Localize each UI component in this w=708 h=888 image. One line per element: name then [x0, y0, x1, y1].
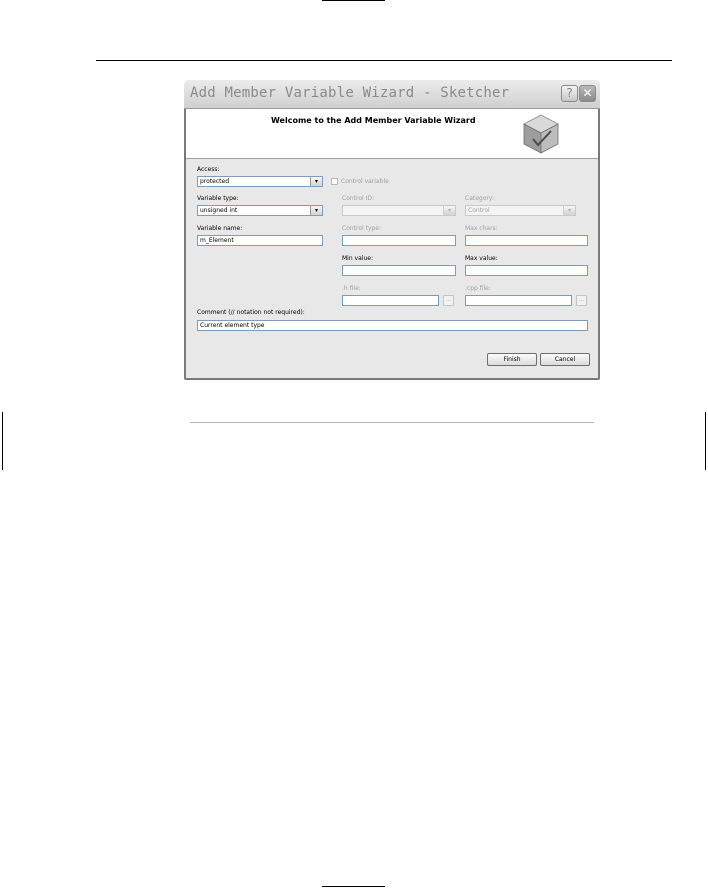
comment-value: Current element type — [200, 322, 265, 329]
control-id-label: Control ID: — [342, 195, 375, 202]
control-variable-checkbox[interactable] — [331, 178, 338, 185]
wizard-banner — [186, 109, 598, 159]
max-chars-label: Max chars: — [465, 225, 498, 232]
control-id-select[interactable] — [342, 205, 456, 216]
page-rule-top — [322, 0, 385, 1]
h-file-label: .h file: — [342, 285, 361, 292]
page-rule-bottom — [322, 886, 385, 887]
comment-input[interactable] — [197, 320, 588, 331]
cpp-file-label: .cpp file: — [465, 285, 491, 292]
control-type-input[interactable] — [342, 235, 456, 246]
category-value: Control — [468, 207, 490, 214]
access-label: Access: — [197, 166, 220, 173]
max-value-label: Max value: — [465, 255, 498, 262]
dialog-titlebar[interactable] — [184, 80, 600, 109]
cpp-file-input[interactable] — [465, 295, 572, 306]
variable-type-label: Variable type: — [197, 195, 239, 202]
finish-button[interactable]: Finish — [487, 353, 537, 366]
comment-label: Comment (// notation not required): — [197, 309, 305, 316]
max-chars-input[interactable] — [465, 235, 588, 246]
crop-mark-left — [2, 412, 3, 470]
footer-separator — [190, 422, 594, 423]
control-type-label: Control type: — [342, 225, 382, 232]
h-file-input[interactable] — [342, 295, 439, 306]
banner-title: Welcome to the Add Member Variable Wizard — [271, 116, 476, 125]
cpp-file-browse-button[interactable]: ... — [576, 295, 587, 306]
access-select[interactable] — [197, 176, 323, 187]
control-variable-label: Control variable — [341, 178, 389, 185]
access-value: protected — [200, 178, 230, 185]
h-file-browse-button[interactable]: ... — [443, 295, 454, 306]
variable-name-value: m_Element — [200, 237, 234, 244]
wizard-cube-icon — [518, 111, 564, 157]
chevron-down-icon[interactable]: ▾ — [563, 206, 575, 215]
category-select[interactable] — [465, 205, 576, 216]
chevron-down-icon[interactable]: ▾ — [443, 206, 455, 215]
max-value-input[interactable] — [465, 265, 588, 276]
category-label: Category: — [465, 195, 494, 202]
min-value-label: Min value: — [342, 255, 373, 262]
variable-type-value: unsigned int — [200, 207, 238, 214]
dialog-title: Add Member Variable Wizard - Sketcher — [190, 85, 510, 101]
variable-type-select[interactable] — [197, 205, 323, 216]
wizard-form — [186, 159, 598, 378]
min-value-input[interactable] — [342, 265, 456, 276]
variable-name-input[interactable] — [197, 235, 323, 246]
help-icon[interactable]: ? — [561, 85, 578, 102]
cancel-button[interactable]: Cancel — [540, 353, 590, 366]
variable-name-label: Variable name: — [197, 225, 243, 232]
page-header-rule — [96, 60, 672, 61]
chevron-down-icon[interactable]: ▾ — [310, 206, 322, 215]
close-icon[interactable]: ✕ — [579, 85, 596, 102]
add-member-variable-dialog — [184, 80, 600, 380]
crop-mark-right — [705, 412, 706, 470]
chevron-down-icon[interactable]: ▾ — [310, 177, 322, 186]
